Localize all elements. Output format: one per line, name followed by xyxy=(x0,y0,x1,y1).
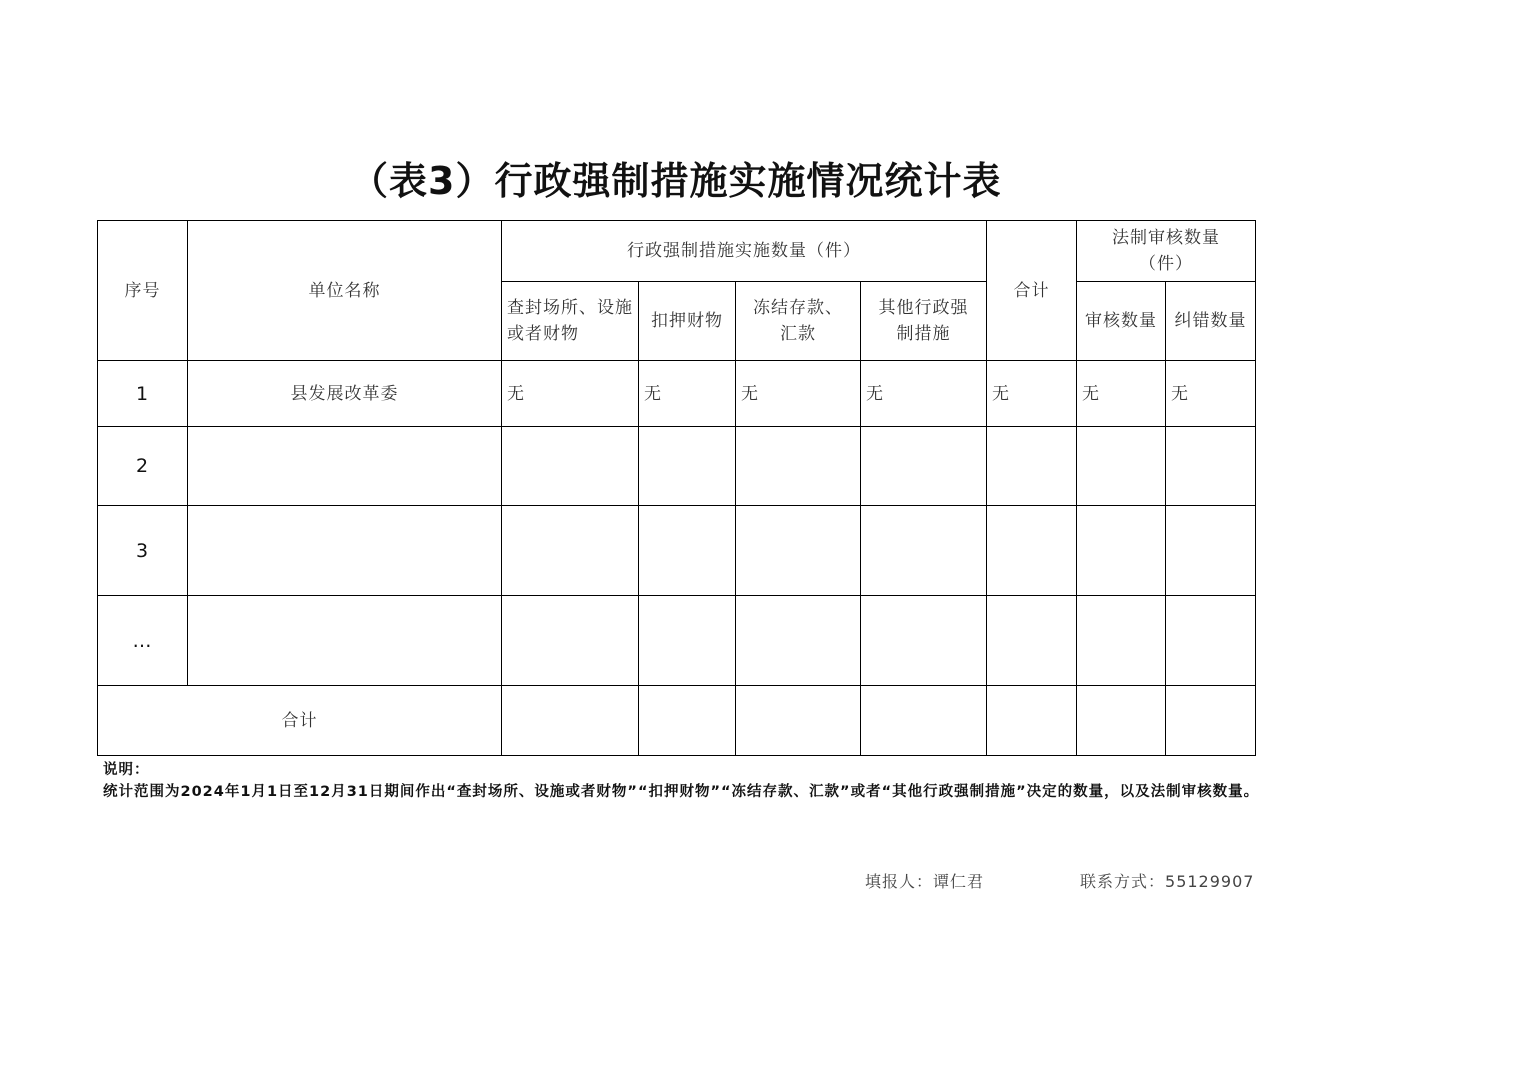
row-seq: 1 xyxy=(98,361,188,427)
row-unit: 县发展改革委 xyxy=(188,361,502,427)
row-freeze xyxy=(736,506,861,596)
header-seal: 查封场所、设施或者财物 xyxy=(502,282,639,361)
total-other xyxy=(861,686,987,756)
row-seize xyxy=(639,596,736,686)
reporter-name: 谭仁君 xyxy=(933,872,985,891)
total-review xyxy=(1077,686,1166,756)
header-correction-count: 纠错数量 xyxy=(1166,282,1256,361)
header-review-group: 法制审核数量（件） xyxy=(1077,221,1256,282)
row-other xyxy=(861,506,987,596)
row-seq: 2 xyxy=(98,427,188,506)
total-row xyxy=(98,686,1256,756)
note xyxy=(103,759,1263,803)
row-correction: 无 xyxy=(1166,361,1256,427)
total-row-label: 合计 xyxy=(98,686,502,756)
row-total xyxy=(987,596,1077,686)
row-unit xyxy=(188,506,502,596)
row-freeze xyxy=(736,596,861,686)
reporter-label: 填报人： xyxy=(865,872,934,891)
contact xyxy=(1080,869,1254,892)
row-unit xyxy=(188,596,502,686)
row-seal xyxy=(502,596,639,686)
header-measures-group: 行政强制措施实施数量（件） xyxy=(502,221,987,282)
row-correction xyxy=(1166,506,1256,596)
row-seize: 无 xyxy=(639,361,736,427)
row-review: 无 xyxy=(1077,361,1166,427)
row-total xyxy=(987,506,1077,596)
row-seq: 3 xyxy=(98,506,188,596)
row-seize xyxy=(639,506,736,596)
header-seize: 扣押财物 xyxy=(639,282,736,361)
row-other xyxy=(861,427,987,506)
contact-label: 联系方式： xyxy=(1080,872,1166,891)
page-title: （表3）行政强制措施实施情况统计表 xyxy=(350,159,1002,203)
row-freeze: 无 xyxy=(736,361,861,427)
row-total: 无 xyxy=(987,361,1077,427)
row-review xyxy=(1077,427,1166,506)
header-review-count: 审核数量 xyxy=(1077,282,1166,361)
header-other: 其他行政强制措施 xyxy=(861,282,987,361)
table-row xyxy=(98,596,1256,686)
header-unit-name: 单位名称 xyxy=(188,221,502,361)
row-seal: 无 xyxy=(502,361,639,427)
total-freeze xyxy=(736,686,861,756)
row-review xyxy=(1077,506,1166,596)
row-review xyxy=(1077,596,1166,686)
table-row xyxy=(98,427,1256,506)
note-heading: 说明： xyxy=(103,762,150,778)
row-other: 无 xyxy=(861,361,987,427)
reporter xyxy=(865,869,984,892)
row-other xyxy=(861,596,987,686)
row-seize xyxy=(639,427,736,506)
note-text: 统计范围为2024年1月1日至12月31日期间作出“查封场所、设施或者财物”“扣押财物”“冻结存款、汇款”或者“其他行政强制措施”决定的数量，以及法制审核数量。 xyxy=(103,784,1260,800)
statistics-table xyxy=(97,220,1256,756)
header-total: 合计 xyxy=(987,221,1077,361)
row-correction xyxy=(1166,427,1256,506)
total-correction xyxy=(1166,686,1256,756)
total-total xyxy=(987,686,1077,756)
row-freeze xyxy=(736,427,861,506)
row-unit xyxy=(188,427,502,506)
row-seal xyxy=(502,506,639,596)
table-row xyxy=(98,361,1256,427)
contact-number: 55129907 xyxy=(1165,872,1255,891)
total-seize xyxy=(639,686,736,756)
row-total xyxy=(987,427,1077,506)
header-seq: 序号 xyxy=(98,221,188,361)
row-correction xyxy=(1166,596,1256,686)
row-seq: … xyxy=(98,596,188,686)
header-row-1 xyxy=(98,221,1256,282)
header-freeze: 冻结存款、汇款 xyxy=(736,282,861,361)
table-row xyxy=(98,506,1256,596)
total-seal xyxy=(502,686,639,756)
row-seal xyxy=(502,427,639,506)
